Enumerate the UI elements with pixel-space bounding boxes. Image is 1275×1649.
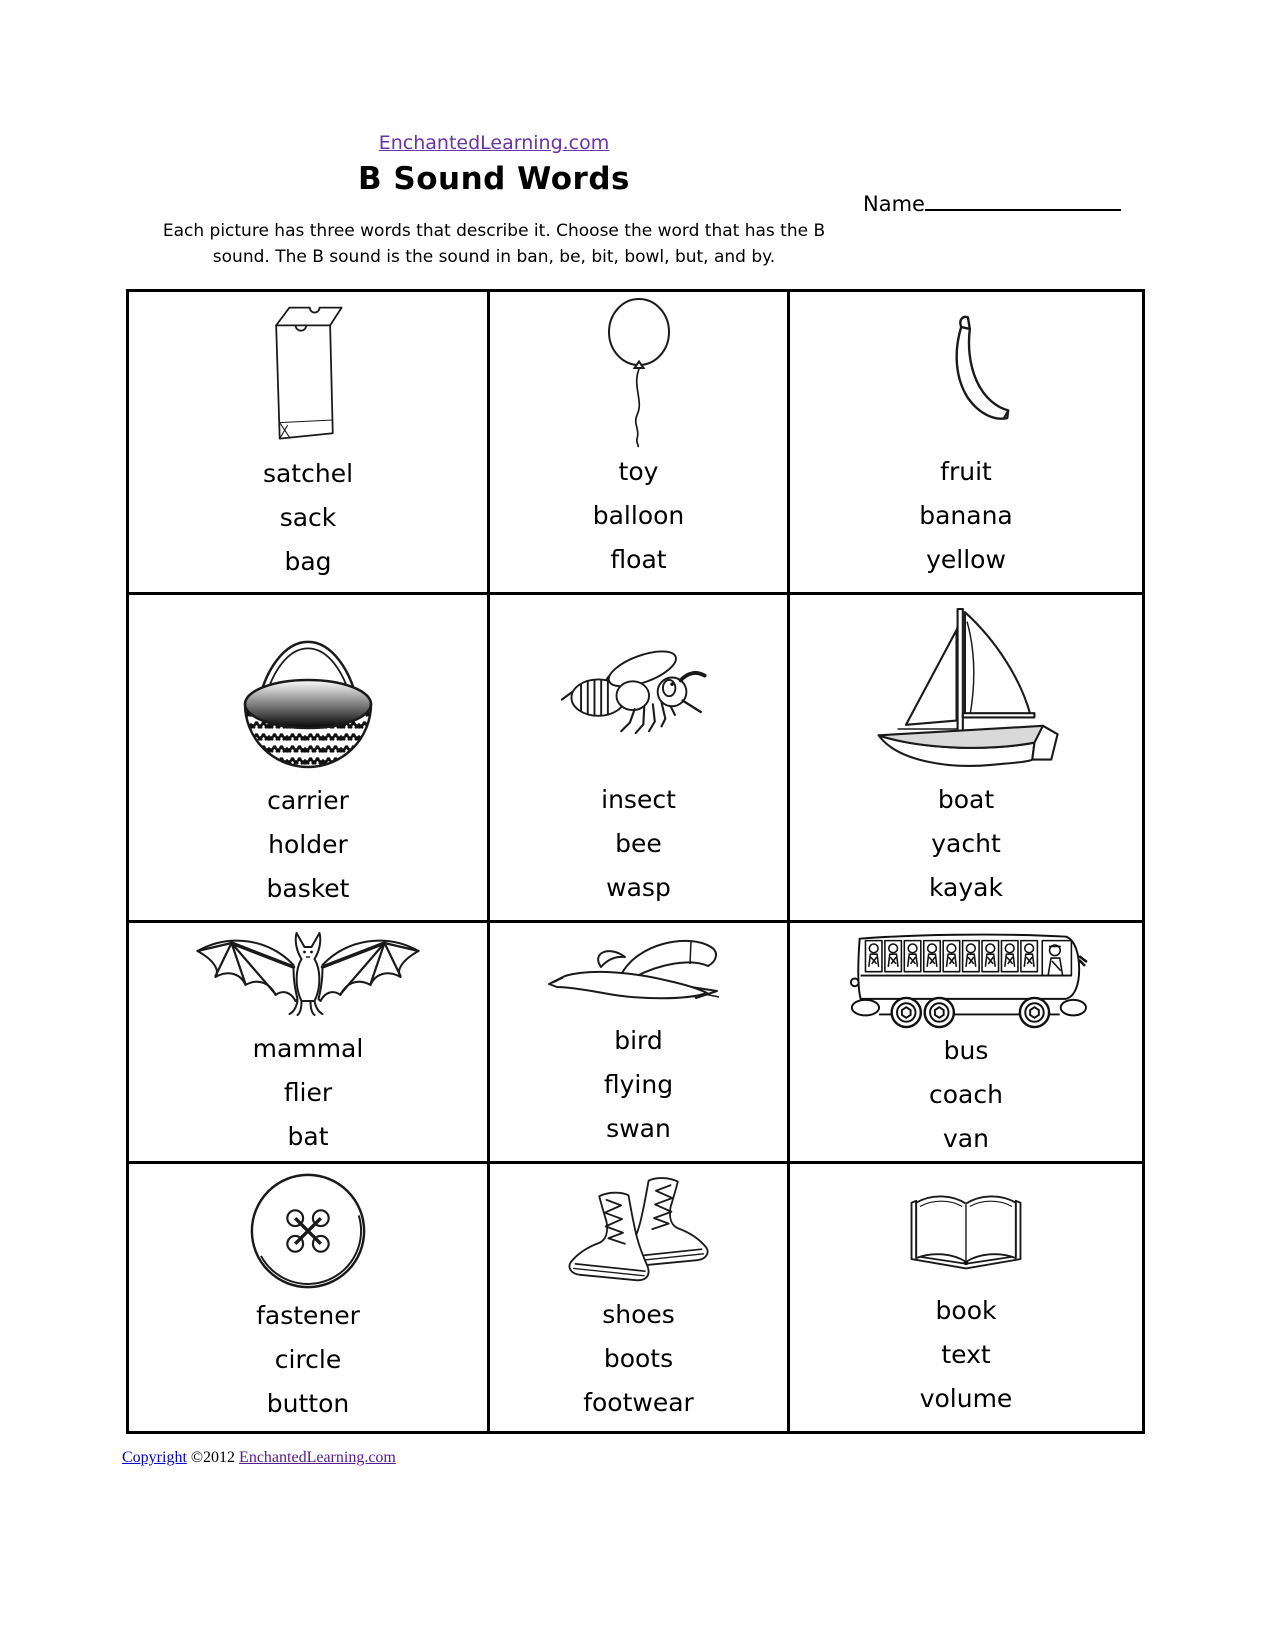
word-option: wasp [606,873,671,902]
word-option: button [266,1389,350,1418]
flying-bird-icon [541,931,736,1016]
cell-bee [490,595,790,923]
cell-image [599,296,679,450]
word-option: holder [268,830,348,859]
word-option: kayak [929,873,1003,902]
sailboat-icon [866,603,1066,775]
word-option: toy [618,457,659,486]
copyright-link[interactable]: Copyright [122,1449,187,1466]
cell-image [866,599,1066,778]
word-option: bird [614,1026,663,1055]
word-option: mammal [252,1034,364,1063]
bus-icon [840,927,1092,1029]
cell-button [129,1164,490,1431]
cell-image [245,1168,371,1294]
word-option: flying [603,1070,674,1099]
cell-balloon [490,292,790,595]
button-icon [245,1168,371,1294]
cell-image [232,599,384,779]
word-option: bat [287,1122,329,1151]
cell-image [840,927,1092,1029]
word-options [919,450,1013,584]
boots-icon [559,1168,719,1293]
word-option: text [941,1340,991,1369]
word-grid [126,289,1145,1434]
word-options [929,1029,1003,1163]
word-options [929,778,1003,912]
word-options [593,450,685,584]
cell-bag [129,292,490,595]
word-option: footwear [583,1388,694,1417]
word-option: boat [937,785,995,814]
cell-image [262,296,354,452]
balloon-icon [599,297,679,449]
bee-icon [560,635,718,743]
instructions-line-1: Each picture has three words that describe it. Choose the word that has the B [162,221,826,241]
word-option: book [935,1296,997,1325]
word-options [253,1027,364,1161]
cell-book [790,1164,1142,1431]
word-option: balloon [592,501,685,530]
word-option: bag [284,547,332,576]
enchantedlearning-link[interactable]: EnchantedLearning.com [378,132,610,154]
footer [122,1449,396,1467]
name-block [863,186,1121,216]
word-options [263,452,353,586]
bat-icon [183,927,433,1027]
instructions-line-2: sound. The B sound is the sound in ban, be, bit, bowl, but, and by. [212,247,776,267]
word-option: yellow [926,545,1006,574]
cell-image [541,927,736,1019]
word-option: basket [266,874,350,903]
word-options [256,1294,360,1428]
copyright-year: ©2012 [190,1449,236,1466]
word-option: banana [919,501,1013,530]
word-option: coach [929,1080,1003,1109]
word-option: yacht [931,829,1001,858]
word-options [604,1019,673,1153]
open-book-icon [904,1187,1028,1271]
word-option: carrier [267,786,349,815]
cell-image [560,599,718,778]
word-option: fastener [256,1301,360,1330]
header [122,132,866,154]
instructions [122,218,866,270]
word-options [583,1293,694,1427]
cell-bus [790,923,1142,1164]
word-option: bus [943,1036,989,1065]
word-option: boots [603,1344,674,1373]
cell-boat [790,595,1142,923]
word-option: bee [615,829,662,858]
cell-basket [129,595,490,923]
cell-image [183,927,433,1027]
word-option: insect [601,785,676,814]
cell-boots [490,1164,790,1431]
enchantedlearning-footer-link[interactable]: EnchantedLearning.com [239,1449,396,1466]
cell-image [559,1168,719,1293]
word-options [601,778,676,912]
word-option: sack [279,503,337,532]
word-options [920,1289,1013,1423]
word-option: float [610,545,667,574]
cell-bird [490,923,790,1164]
word-option: circle [274,1345,342,1374]
word-option: swan [606,1114,671,1143]
word-option: satchel [262,459,354,488]
banana-icon [920,310,1012,436]
paper-bag-icon [262,296,354,452]
word-option: van [943,1124,989,1153]
word-options [267,779,350,913]
name-blank-line [925,186,1121,211]
word-option: shoes [602,1300,675,1329]
name-label: Name [863,192,925,216]
word-option: volume [919,1384,1013,1413]
cell-image [920,296,1012,450]
cell-bat [129,923,490,1164]
cell-banana [790,292,1142,595]
page-title: B Sound Words [358,161,630,197]
basket-icon [232,599,384,779]
cell-image [904,1168,1028,1289]
word-option: flier [283,1078,333,1107]
word-option: fruit [940,457,992,486]
